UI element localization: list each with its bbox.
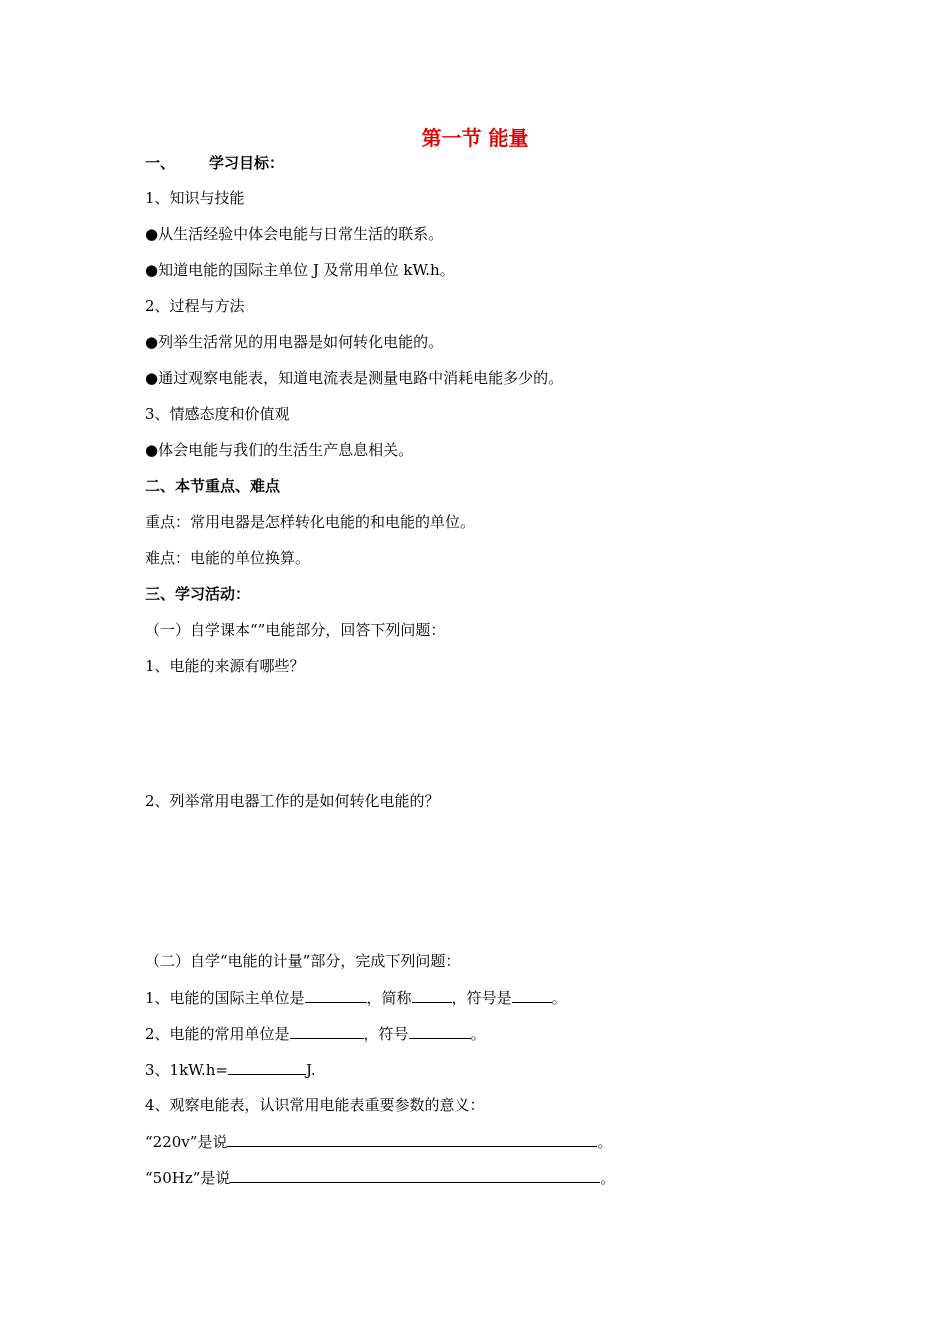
section-heading-keypoints: 二、本节重点、难点 [145,477,281,495]
answer-blank[interactable] [412,987,452,1003]
answer-blank[interactable] [230,1167,600,1183]
key-point-text: 重点：常用电器是怎样转化电能的和电能的单位。 [145,513,476,531]
parameter-line-frequency: “50Hz”是说 。 [145,1169,616,1187]
fill-in-question-2: 2、电能的常用单位是 ，符号 。 [145,1025,486,1043]
fill-in-question-3: 3、1kW.h= J. [145,1061,316,1079]
part2-intro: （二）自学“电能的计量”部分，完成下列问题： [145,952,461,970]
section-heading-activities: 三、学习活动： [145,585,251,603]
parameter-line-voltage: “220v”是说 。 [145,1133,613,1151]
page-title: 第一节 能量 [421,126,529,150]
question-1: 1、电能的来源有哪些？ [145,657,305,675]
question-4: 4、观察电能表，认识常用电能表重要参数的意义： [145,1096,485,1114]
answer-blank[interactable] [305,987,367,1003]
answer-blank[interactable] [290,1023,364,1039]
objective-item: ●通过观察电能表，知道电流表是测量电路中消耗电能多少的。 [145,369,564,387]
section-title: 学习目标： [209,154,285,172]
objective-item: ●体会电能与我们的生活生产息息相关。 [145,441,414,459]
objective-item: ●列举生活常见的用电器是如何转化电能的。 [145,333,444,351]
part1-intro: （一）自学课本“”电能部分，回答下列问题： [145,621,446,639]
section-number: 一、 [145,154,176,172]
objective-item: ●从生活经验中体会电能与日常生活的联系。 [145,225,444,243]
objective-item: 2、过程与方法 [145,297,245,315]
answer-blank[interactable] [227,1131,597,1147]
answer-blank[interactable] [228,1059,306,1075]
section-heading-objectives [145,153,284,173]
objective-item: ●知道电能的国际主单位 J 及常用单位 kW.h。 [145,261,455,279]
difficulty-text: 难点：电能的单位换算。 [145,549,311,567]
fill-in-question-1: 1、电能的国际主单位是 ，简称 ，符号是 。 [145,989,567,1007]
objective-item: 1、知识与技能 [145,189,245,207]
question-2: 2、列举常用电器工作的是如何转化电能的？ [145,792,440,810]
objective-item: 3、情感态度和价值观 [145,405,290,423]
answer-blank[interactable] [512,987,552,1003]
answer-blank[interactable] [409,1023,471,1039]
